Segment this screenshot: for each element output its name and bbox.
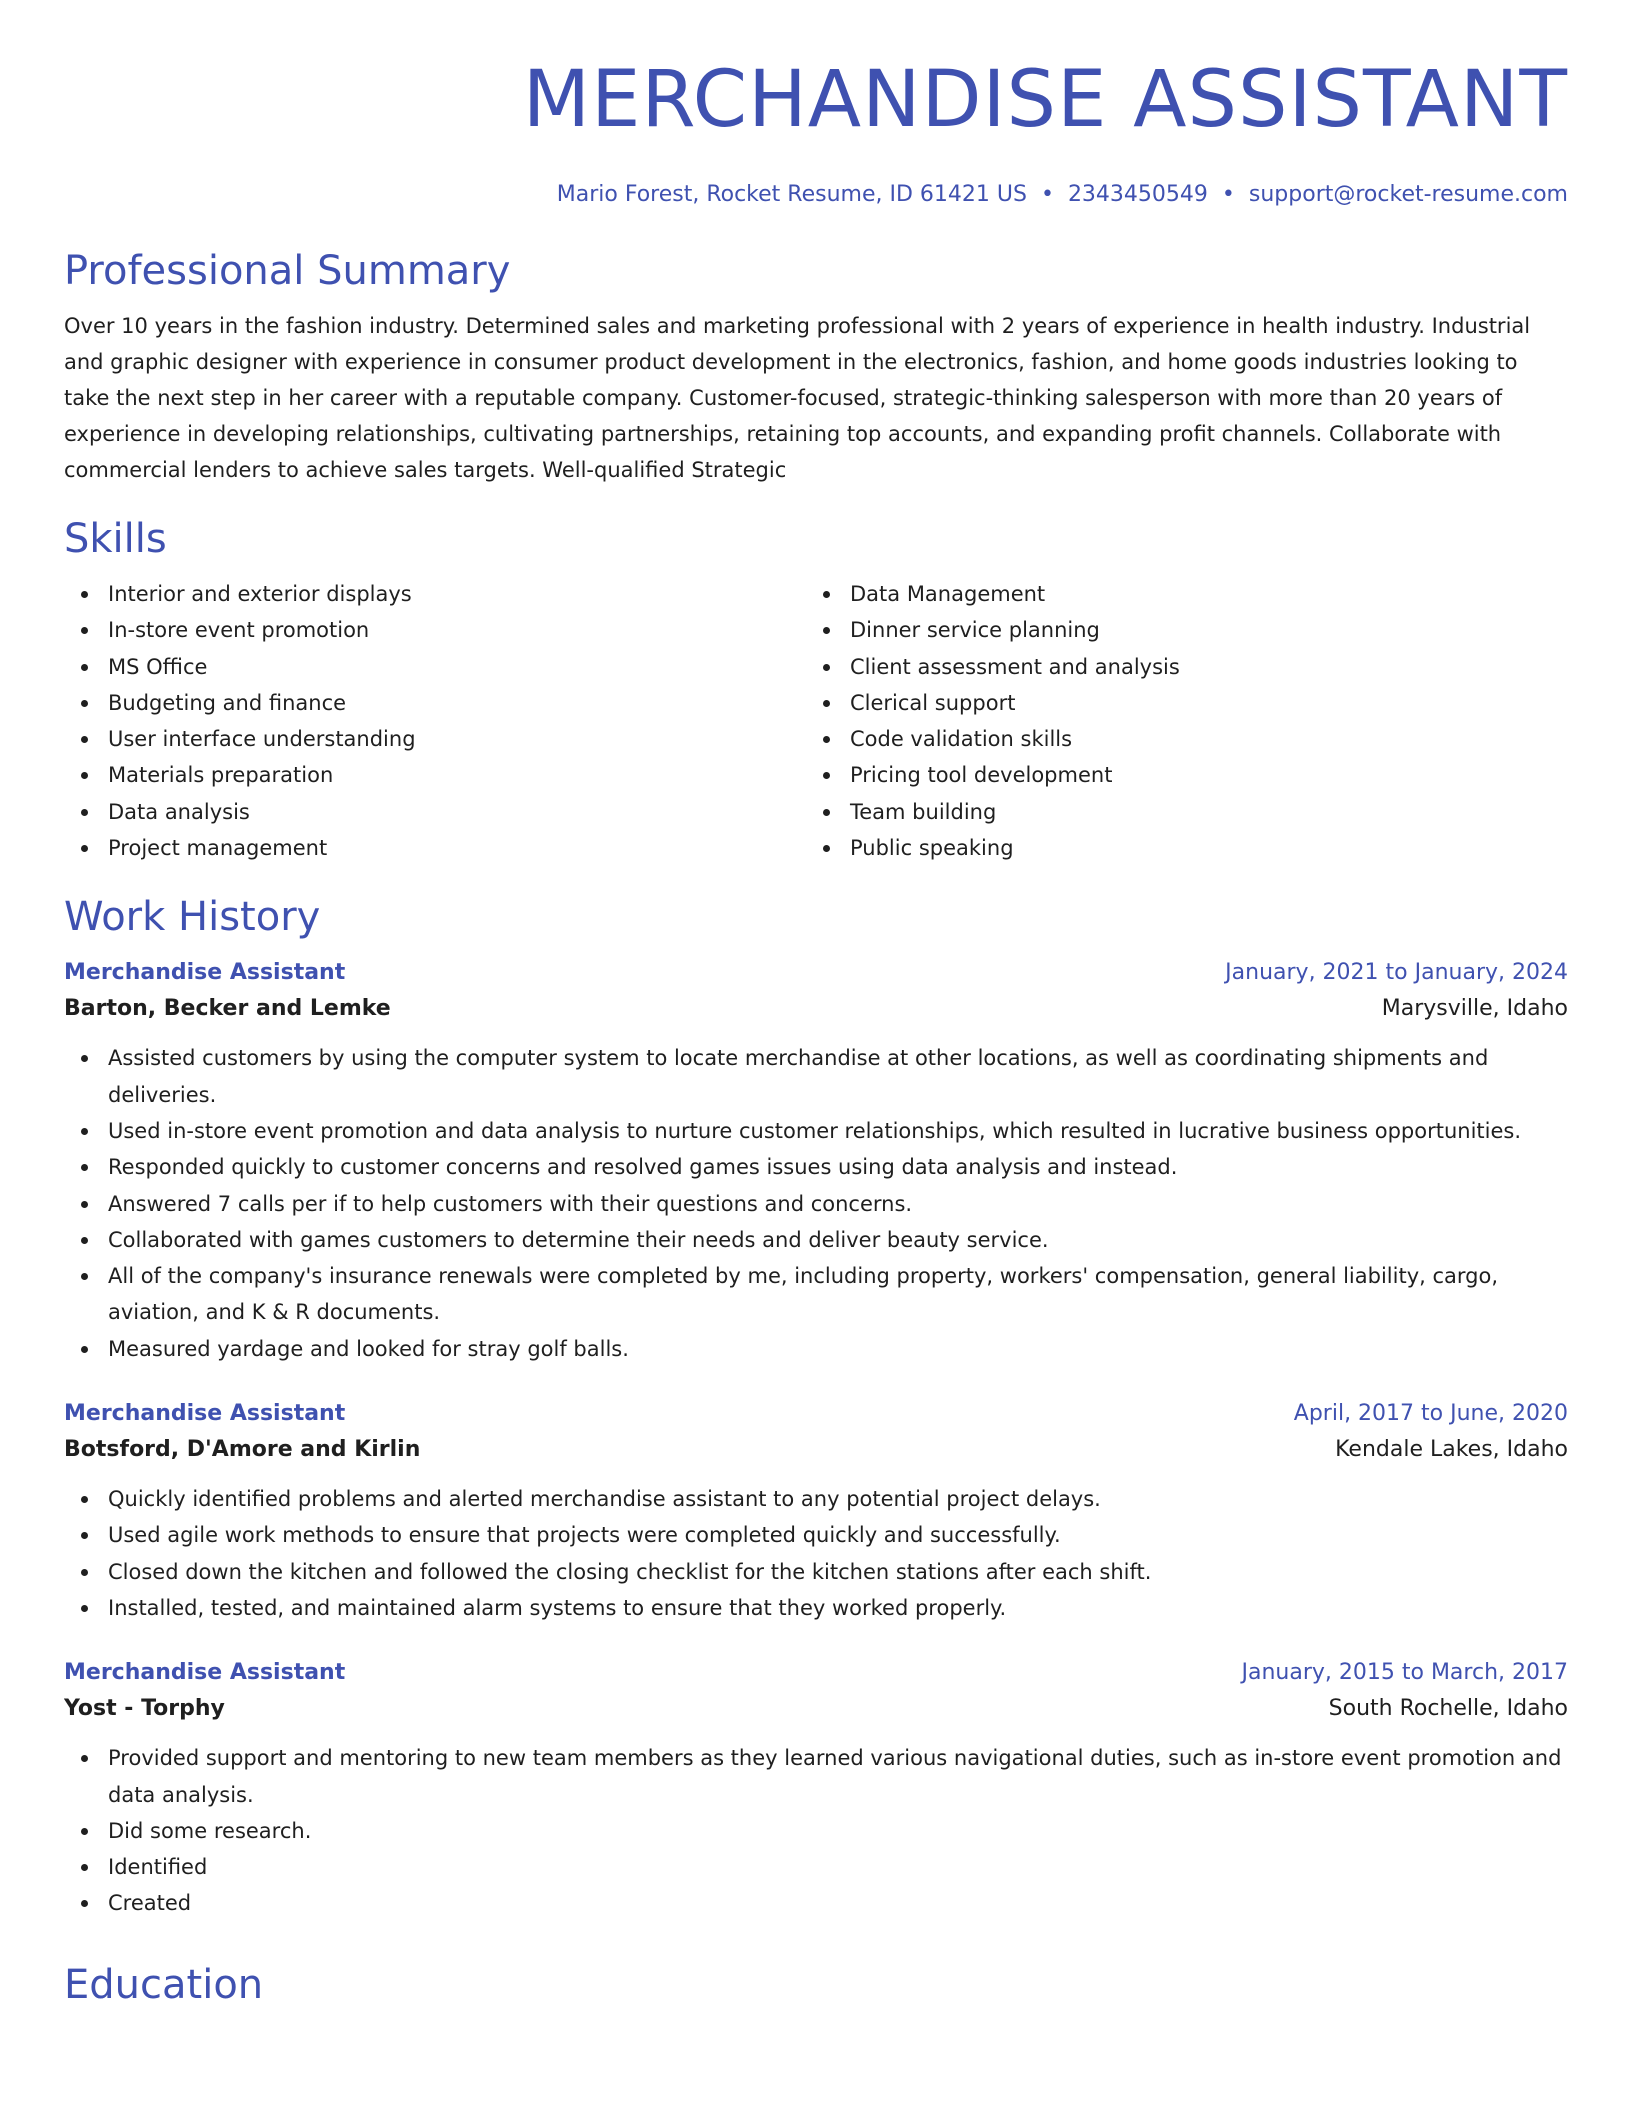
job-bullet: Assisted customers by using the computer system to locate merchandise at other locations, as well as coordinating shipments and deliveries. [64, 1040, 1568, 1113]
job-bullet: Used in-store event promotion and data analysis to nurture customer relationships, which resulted in lucrative business opportunities. [64, 1113, 1568, 1149]
skill-item: Pricing tool development [806, 757, 1548, 793]
skill-item: Code validation skills [806, 721, 1548, 757]
skill-item: Client assessment and analysis [806, 649, 1548, 685]
skill-item: Data analysis [64, 794, 806, 830]
job-title-heading: MERCHANDISE ASSISTANT [522, 55, 1568, 145]
skill-item: Public speaking [806, 830, 1548, 866]
skills-list-left [64, 576, 806, 866]
job-company-row [64, 1431, 1568, 1469]
job-bullet: Did some research. [64, 1813, 1568, 1849]
skill-item: Materials preparation [64, 757, 806, 793]
job-bullet: All of the company's insurance renewals were completed by me, including property, workers' compensation, general liability, cargo, aviation, and K & R documents. [64, 1258, 1568, 1331]
job-company: Botsford, D'Amore and Kirlin [64, 1437, 421, 1463]
skill-item: Dinner service planning [806, 612, 1548, 648]
job-bullet: Responded quickly to customer concerns and resolved games issues using data analysis and instead. [64, 1149, 1568, 1185]
job-position: Merchandise Assistant [64, 1660, 346, 1686]
skill-item: In-store event promotion [64, 612, 806, 648]
job-bullet: Identified [64, 1849, 1568, 1885]
skill-item: Interior and exterior displays [64, 576, 806, 612]
summary-heading: Professional Summary [64, 248, 511, 294]
job-bullet: Installed, tested, and maintained alarm systems to ensure that they worked properly. [64, 1590, 1568, 1626]
job-company: Barton, Becker and Lemke [64, 996, 391, 1022]
skill-item: Project management [64, 830, 806, 866]
job-bullet: Closed down the kitchen and followed the closing checklist for the kitchen stations after each shift. [64, 1554, 1568, 1590]
job-company-row [64, 990, 1568, 1028]
job-header-row [64, 1656, 1568, 1690]
education-heading: Education [64, 1961, 264, 2008]
skill-item: Data Management [806, 576, 1548, 612]
job-location: Kendale Lakes, Idaho [1335, 1437, 1568, 1463]
job-location: South Rochelle, Idaho [1328, 1696, 1568, 1722]
work-history-heading: Work History [64, 894, 321, 941]
job-dates: January, 2021 to January, 2024 [1225, 960, 1568, 986]
job-entry [64, 1397, 1568, 1626]
contact-separator: • [1040, 182, 1054, 207]
skill-item: User interface understanding [64, 721, 806, 757]
job-bullets [64, 1040, 1568, 1367]
skills-list-right [806, 576, 1548, 866]
job-bullet: Collaborated with games customers to determine their needs and deliver beauty service. [64, 1222, 1568, 1258]
resume-header [64, 0, 1568, 210]
skill-item: Team building [806, 794, 1548, 830]
contact-email: support@rocket-resume.com [1248, 182, 1568, 207]
job-bullet: Used agile work methods to ensure that projects were completed quickly and successfully. [64, 1517, 1568, 1553]
job-header-row [64, 1397, 1568, 1431]
professional-summary-section [64, 246, 1568, 488]
work-history-section [64, 892, 1568, 1921]
job-bullet: Quickly identified problems and alerted merchandise assistant to any potential project delays. [64, 1481, 1568, 1517]
skill-item: Clerical support [806, 685, 1548, 721]
skills-columns [64, 576, 1568, 866]
resume-page [64, 0, 1568, 2112]
job-bullet: Answered 7 calls per if to help customers with their questions and concerns. [64, 1186, 1568, 1222]
skill-item: MS Office [64, 649, 806, 685]
skill-item: Budgeting and finance [64, 685, 806, 721]
job-position: Merchandise Assistant [64, 1401, 346, 1427]
education-section [64, 1960, 1568, 2010]
job-bullets [64, 1740, 1568, 1921]
job-bullets [64, 1481, 1568, 1626]
job-entry [64, 1656, 1568, 1921]
job-dates: April, 2017 to June, 2020 [1293, 1401, 1568, 1427]
contact-line [64, 180, 1568, 210]
job-company-row [64, 1690, 1568, 1728]
skills-heading: Skills [64, 516, 167, 562]
summary-text: Over 10 years in the fashion industry. Determined sales and marketing professional with 2 years of experience in health industry. Industrial and graphic designer with experience in consumer product development in the electronics, fashion, and home goods industries looking to take the next step in her career with a reputable company. Customer-focused, strategic-thinking salesperson with more than 20 years of experience in developing relationships, cultivating partnerships, retaining top accounts, and expanding profit channels. Collaborate with commercial lenders to achieve sales targets. Well-qualified Strategic [64, 314, 1531, 482]
contact-separator: • [1221, 182, 1235, 207]
job-entry [64, 956, 1568, 1367]
job-company: Yost - Torphy [64, 1696, 225, 1722]
job-location: Marysville, Idaho [1381, 996, 1568, 1022]
skills-section [64, 514, 1568, 866]
job-position: Merchandise Assistant [64, 960, 346, 986]
job-bullet: Provided support and mentoring to new team members as they learned various navigational duties, such as in-store event promotion and data analysis. [64, 1740, 1568, 1813]
job-bullet: Measured yardage and looked for stray golf balls. [64, 1331, 1568, 1367]
job-dates: January, 2015 to March, 2017 [1241, 1660, 1568, 1686]
job-header-row [64, 956, 1568, 990]
contact-address: Mario Forest, Rocket Resume, ID 61421 US [556, 182, 1027, 207]
contact-phone: 2343450549 [1067, 182, 1208, 207]
job-bullet: Created [64, 1885, 1568, 1921]
